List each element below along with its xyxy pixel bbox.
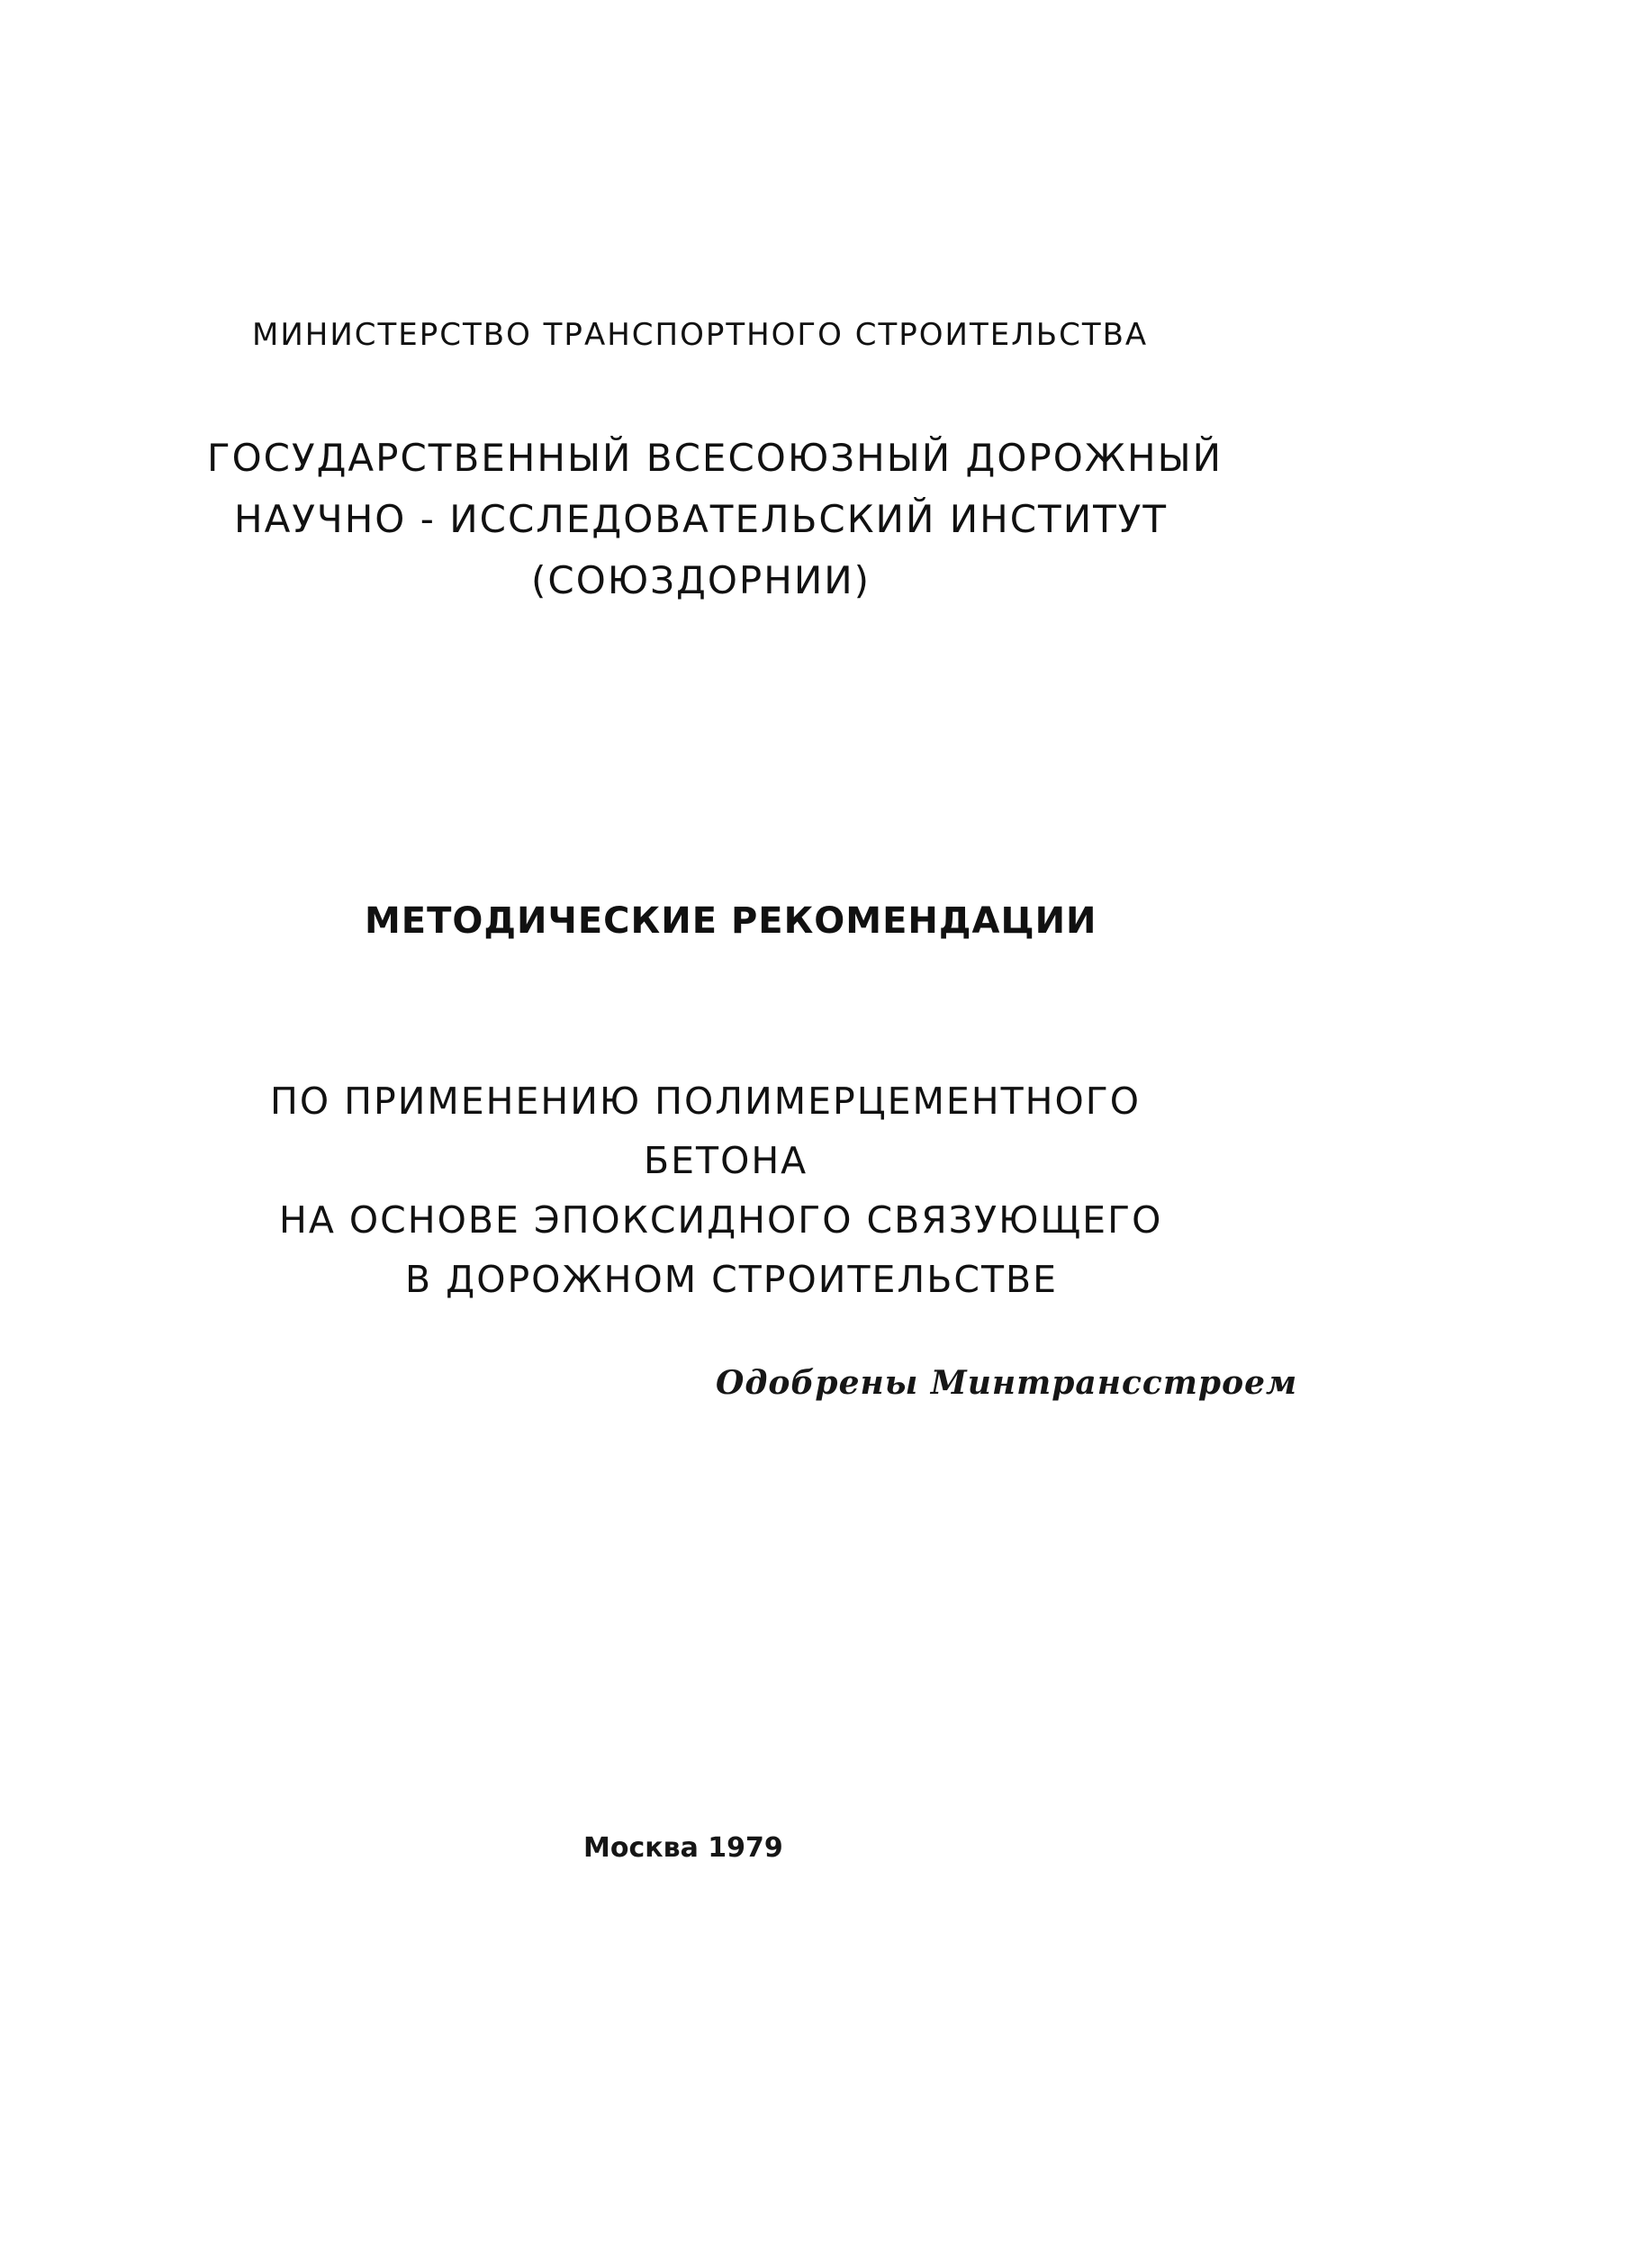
institute-line-1: ГОСУДАРСТВЕННЫЙ ВСЕСОЮЗНЫЙ ДОРОЖНЫЙ	[207, 436, 1223, 480]
subtitle-line-4: В ДОРОЖНОМ СТРОИТЕЛЬСТВЕ	[405, 1258, 1059, 1301]
institute-heading	[207, 428, 1223, 611]
subtitle-line-3: НА ОСНОВЕ ЭПОКСИДНОГО СВЯЗУЮЩЕГО	[279, 1198, 1163, 1242]
subtitle-line-1: ПО ПРИМЕНЕНИЮ ПОЛИМЕРЦЕМЕНТНОГО	[270, 1080, 1142, 1123]
institute-line-2: НАУЧНО - ИССЛЕДОВАТЕЛЬСКИЙ ИНСТИТУТ	[234, 497, 1169, 541]
ministry-heading: МИНИСТЕРСТВО ТРАНСПОРТНОГО СТРОИТЕЛЬСТВА	[252, 317, 1149, 353]
document-title: МЕТОДИЧЕСКИЕ РЕКОМЕНДАЦИИ	[365, 900, 1097, 942]
institute-abbreviation: (СОЮЗДОРНИИ)	[531, 558, 871, 602]
subtitle-line-2: БЕТОНА	[644, 1139, 808, 1182]
approval-note: Одобрены Минтрансстроем	[716, 1364, 1298, 1402]
document-subtitle	[270, 1071, 1170, 1309]
place-and-year: Москва 1979	[583, 1832, 783, 1864]
